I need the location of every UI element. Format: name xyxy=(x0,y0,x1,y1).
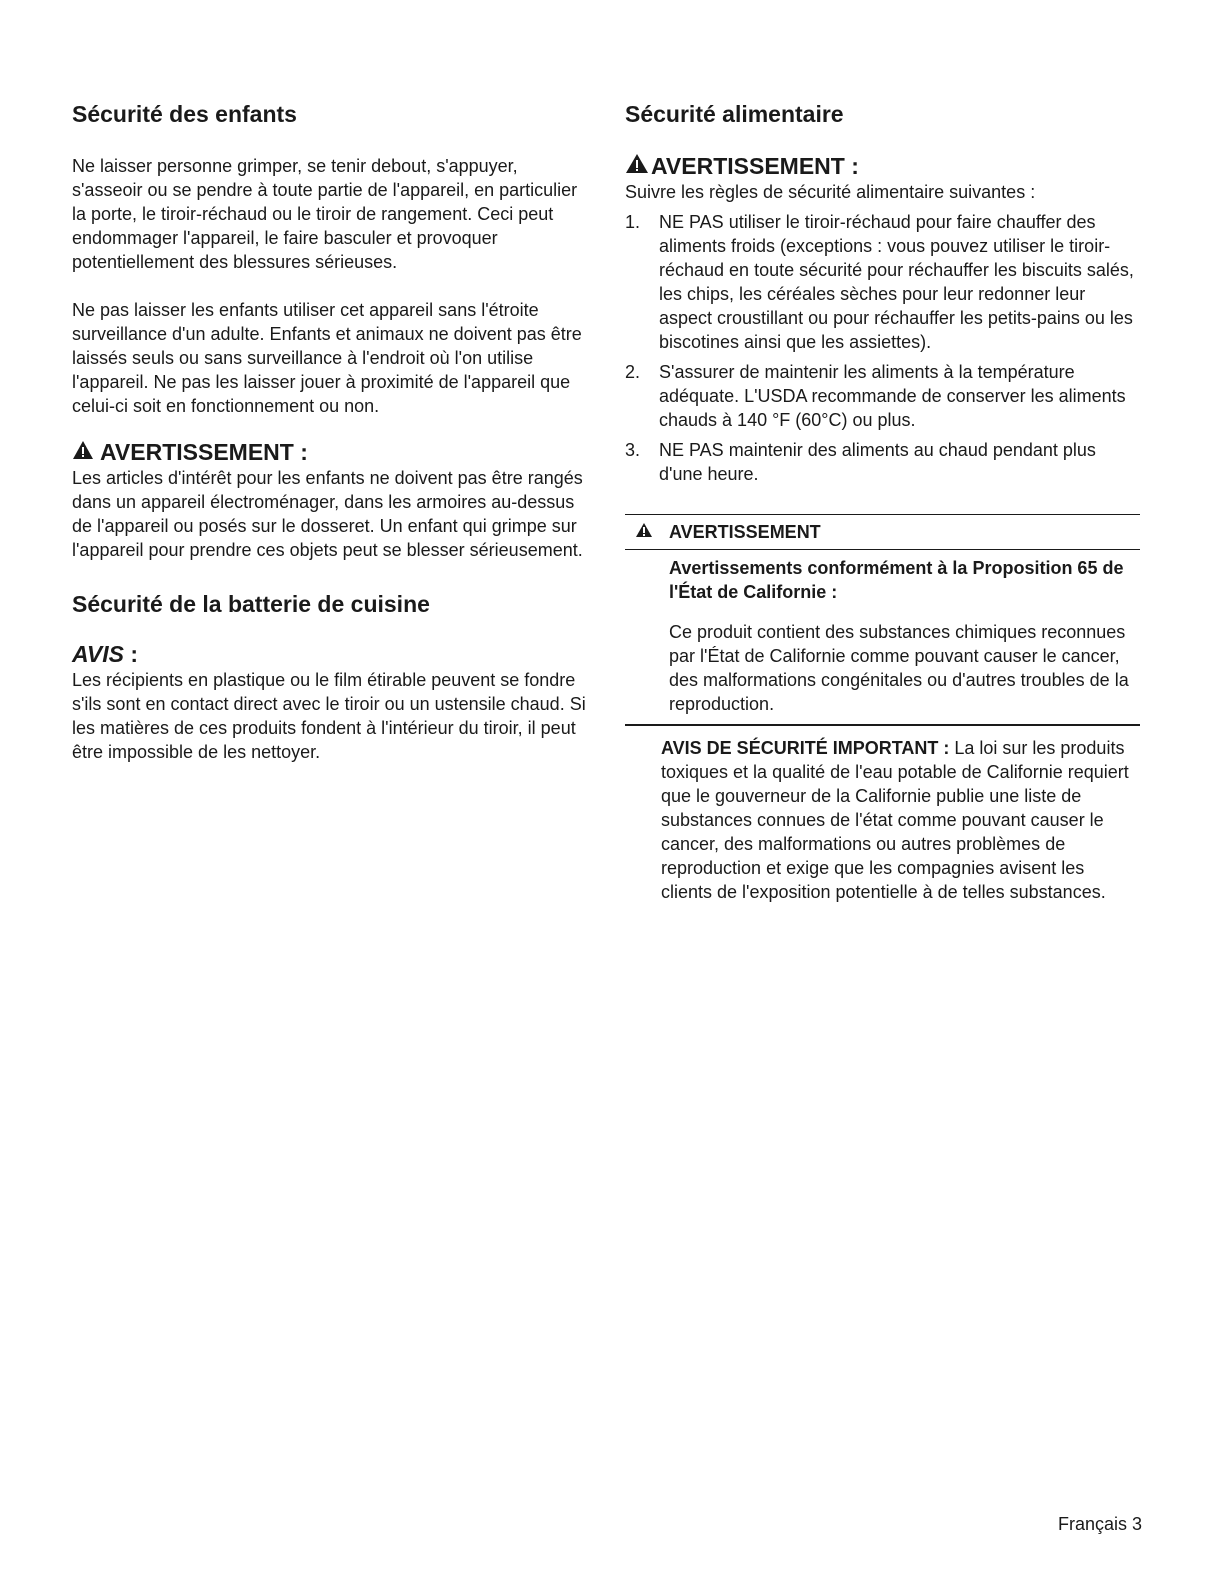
children-safety-paragraph-2: Ne pas laisser les enfants utiliser cet appareil sans l'étroite surveillance d'un adulte. Enfants et animaux ne doivent pas être laissés seuls ou sans surveillance à l'endroit où l'on utilise l'appareil. Ne pas les laisser jouer à proximité de l'appareil que celui-ci soit en fonctionnement ou non. xyxy=(72,300,582,416)
prop65-box xyxy=(625,514,1140,726)
warning-triangle-icon xyxy=(625,152,649,180)
cookware-safety-heading: Sécurité de la batterie de cuisine xyxy=(72,591,430,617)
list-item: 2. S'assurer de maintenir les aliments à la température adéquate. L'USDA recommande de conserver les aliments chauds à 140 °F (60°C) ou plus. xyxy=(625,362,1126,430)
food-warning-heading xyxy=(625,152,1140,180)
children-safety-heading: Sécurité des enfants xyxy=(72,101,297,127)
important-label: AVIS DE SÉCURITÉ IMPORTANT : xyxy=(661,738,950,758)
divider xyxy=(625,724,1140,726)
children-safety-paragraph-1: Ne laisser personne grimper, se tenir debout, s'appuyer, s'asseoir ou se pendre à toute partie de l'appareil, en particulier la porte, le tiroir-réchaud ou le tiroir de rangement. Ceci peut endommager l'appareil, le faire basculer et provoquer potentiellement des blessures sérieuses. xyxy=(72,156,578,272)
prop65-heading xyxy=(625,515,1140,549)
children-warning-text: Les articles d'intérêt pour les enfants ne doivent pas être rangés dans un appareil électroménager, dans les armoires au-dessus de l'appareil ou posés sur le dosseret. Un enfant qui grimpe sur l'appareil pour prendre ces objets peut se blesser sérieusement. xyxy=(72,468,583,560)
food-warning-label: AVERTISSEMENT : xyxy=(651,153,859,179)
divider xyxy=(625,549,1140,550)
warning-triangle-icon xyxy=(635,520,653,544)
children-warning-heading xyxy=(72,438,592,466)
food-warning-intro: Suivre les règles de sécurité alimentaire suivantes : xyxy=(625,182,1036,202)
list-item: 1. NE PAS utiliser le tiroir-réchaud pour faire chauffer des aliments froids (exceptions : vous pouvez utiliser le tiroir-réchaud en toute sécurité pour réchauffer les biscuits salés, les chips, les céréales sèches pour leur redonner leur aspect croustillant ou pour réchauffer les petits-pains ou les biscotines ainsi que les assiettes). xyxy=(625,212,1134,352)
prop65-label: AVERTISSEMENT xyxy=(669,522,821,542)
avis-colon: : xyxy=(130,641,139,667)
important-text: La loi sur les produits toxiques et la qualité de l'eau potable de Californie requiert que le gouverneur de la Californie publie une liste de substances connues de l'état comme pouvant causer le cancer, des malformations ou autres problèmes de reproduction et exige que les compagnies avisent les clients de l'exposition potentielle à de telles substances. xyxy=(661,738,1129,902)
warning-triangle-icon xyxy=(72,438,94,466)
right-column xyxy=(625,100,1140,904)
page-number: Français 3 xyxy=(1057,1514,1142,1534)
list-item: 3. NE PAS maintenir des aliments au chaud pendant plus d'une heure. xyxy=(625,440,1096,484)
left-column xyxy=(72,100,592,764)
prop65-subheading: Avertissements conformément à la Proposition 65 de l'État de Californie : xyxy=(669,558,1124,602)
children-warning-label: AVERTISSEMENT : xyxy=(100,439,308,465)
avis-label: AVIS xyxy=(72,641,124,667)
avis-heading xyxy=(72,640,592,668)
food-rules-list xyxy=(625,210,1140,486)
avis-text: Les récipients en plastique ou le film étirable peuvent se fondre s'ils sont en contact direct avec le tiroir ou un ustensile chaud. Si les matières de ces produits fondent à l'intérieur du tiroir, il peut être impossible de les nettoyer. xyxy=(72,670,586,762)
food-safety-heading: Sécurité alimentaire xyxy=(625,101,844,127)
important-notice xyxy=(625,736,1140,904)
prop65-text: Ce produit contient des substances chimiques reconnues par l'État de Californie comme pouvant causer le cancer, des malformations congénitales ou d'autres troubles de la reproduction. xyxy=(669,622,1129,714)
